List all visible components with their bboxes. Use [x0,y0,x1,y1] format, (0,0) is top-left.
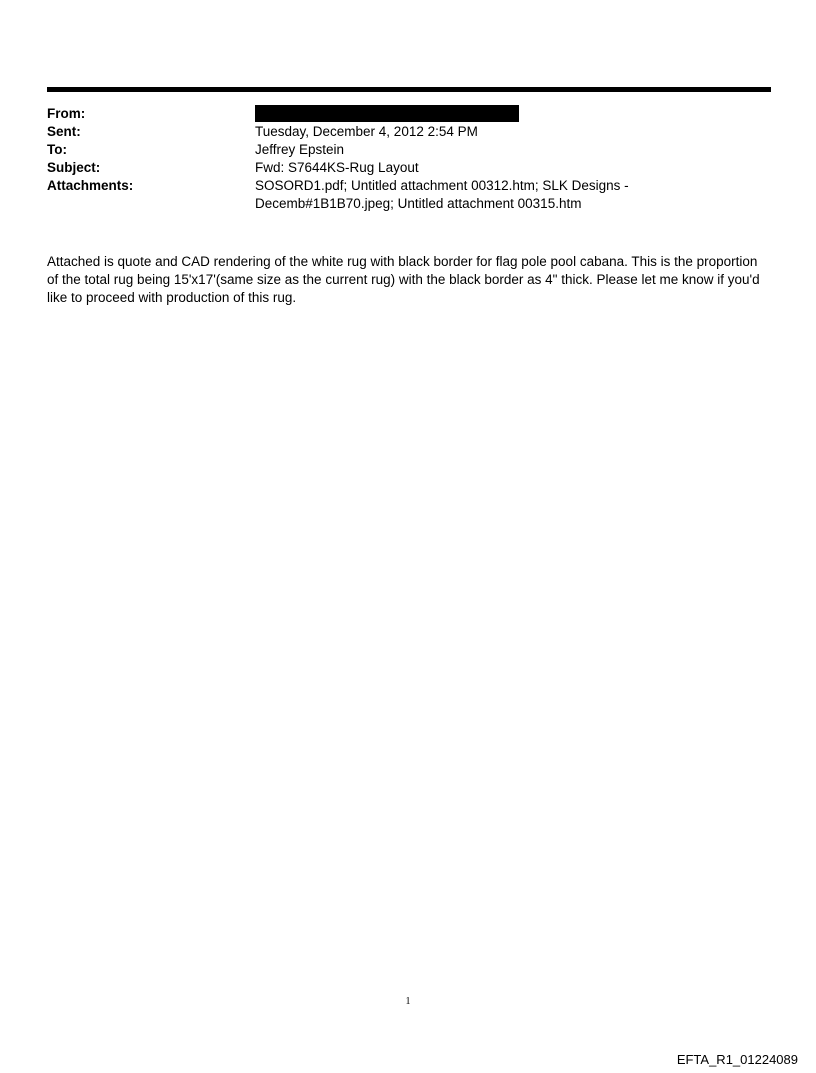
attachments-row [47,177,771,213]
document-id: EFTA_R1_01224089 [676,1052,798,1067]
page-number: 1 [405,996,411,1007]
sent-label: Sent: [47,124,81,139]
sent-value: Tuesday, December 4, 2012 2:54 PM [255,124,478,139]
from-row [47,105,771,123]
from-value [255,105,771,123]
email-body: Attached is quote and CAD rendering of the white rug with black border for flag pole pool cabana. This is the proportion of the total rug being 15'x17'(same size as the current rug) with the black border as 4" thick. Please let me know if you'd like to proceed with production of this rug. [47,254,760,305]
redaction-block [255,105,519,122]
subject-value: Fwd: S7644KS-Rug Layout [255,160,419,175]
attachments-value: SOSORD1.pdf; Untitled attachment 00312.htm; SLK Designs - Decemb#1B1B70.jpeg; Untitled attachment 00315.htm [255,178,629,211]
sent-row [47,123,771,141]
header-rule [47,87,771,92]
attachments-label: Attachments: [47,178,134,193]
to-row [47,141,771,159]
to-label: To: [47,142,67,157]
subject-label: Subject: [47,160,101,175]
email-header [47,105,771,213]
to-value: Jeffrey Epstein [255,142,345,157]
from-label: From: [47,106,86,121]
subject-row [47,159,771,177]
